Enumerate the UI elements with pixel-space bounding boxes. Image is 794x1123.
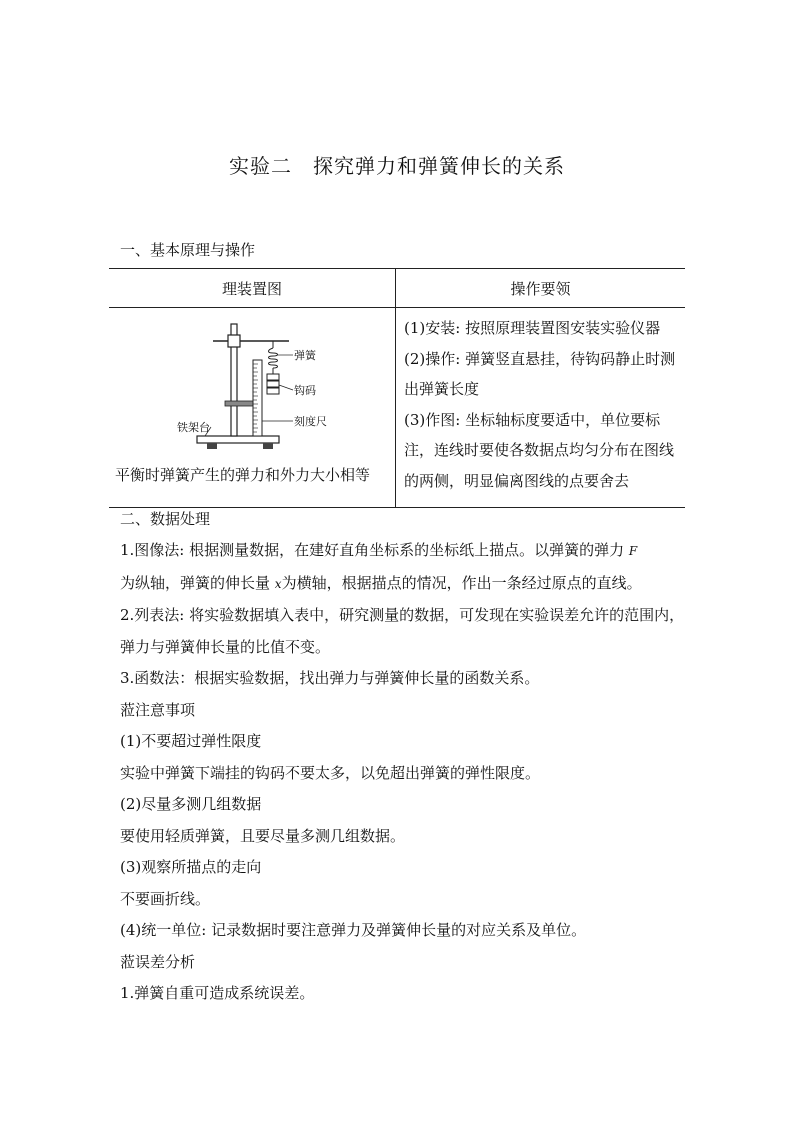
label-ruler: 刻度尺 (294, 415, 327, 428)
spring-coil (269, 348, 278, 368)
error-1: 1.弹簧自重可造成系统误差。 (120, 984, 315, 1002)
data-processing-body (120, 535, 686, 1010)
notes-heading: 蒞注意事项 (120, 700, 196, 719)
note-2-body: 要使用轻质弹簧，且要尽量多测几组数据。 (120, 826, 406, 845)
stand-foot-right (263, 443, 273, 449)
clamp-lower (225, 401, 255, 406)
note-3-body: 不要画折线。 (120, 889, 211, 908)
clamp-top (228, 335, 240, 347)
table-header-operation: 操作要领 (396, 269, 686, 308)
note-3-title: (3)观察所描点的走向 (120, 858, 262, 876)
error-heading: 蒞误差分析 (120, 952, 196, 971)
step-operate: (2)操作: 弹簧竖直悬挂，待钩码静止时测出弹簧长度 (404, 349, 676, 398)
label-weight: 钩码 (294, 384, 316, 397)
weight-3 (267, 388, 279, 394)
weight-2 (267, 381, 279, 387)
step-install: (1)安装: 按照原理装置图安装实验仪器 (404, 319, 661, 337)
leader-weight (279, 385, 293, 390)
diagram-caption: 平衡时弹簧产生的弹力和外力大小相等 (115, 466, 371, 484)
note-1-title: (1)不要超过弹性限度 (120, 732, 262, 750)
scale-ruler (253, 360, 262, 436)
method-table: 2.列表法: 将实验数据填入表中，研究测量的数据，可发现在实验误差允许的范围内，弹力与弹簧伸长量的比值不变。 (120, 606, 685, 656)
table-header-diagram: 理装置图 (109, 269, 396, 308)
label-spring: 弹簧 (294, 349, 316, 362)
note-2-title: (2)尽量多测几组数据 (120, 795, 262, 813)
symbol-x: x (274, 576, 282, 591)
diagram-cell (109, 308, 395, 507)
note-4: (4)统一单位: 记录数据时要注意弹力及弹簧伸长量的对应关系及单位。 (120, 921, 587, 939)
method-graph: 1.图像法: 根据测量数据，在建好直角坐标系的坐标纸上描点。以弹簧的弹力 F 为纵轴，弹簧的伸长量 x为横轴，根据描点的情况，作出一条经过原点的直线。 (120, 541, 642, 592)
method-function: 3.函数法：根据实验数据，找出弹力与弹簧伸长量的函数关系。 (120, 669, 540, 687)
label-stand: 铁架台 (177, 421, 210, 434)
operation-steps (396, 308, 685, 496)
page-title: 实验二 探究弹力和弹簧伸长的关系 (229, 154, 565, 178)
section-heading-data: 二、数据处理 (120, 510, 211, 528)
principle-operation-table (109, 268, 685, 508)
stand-foot-left (207, 443, 217, 449)
apparatus-diagram (177, 320, 337, 460)
symbol-F: F (628, 544, 638, 558)
weight-1 (267, 374, 279, 380)
step-plot: (3)作图: 坐标轴标度要适中，单位要标注，连线时要使各数据点均匀分布在图线的两侧，明显偏离图线的点要舍去 (404, 410, 675, 490)
section-heading-principle: 一、基本原理与操作 (120, 241, 256, 259)
note-1-body: 实验中弹簧下端挂的钩码不要太多，以免超出弹簧的弹性限度。 (120, 763, 541, 782)
stand-base (197, 436, 279, 443)
